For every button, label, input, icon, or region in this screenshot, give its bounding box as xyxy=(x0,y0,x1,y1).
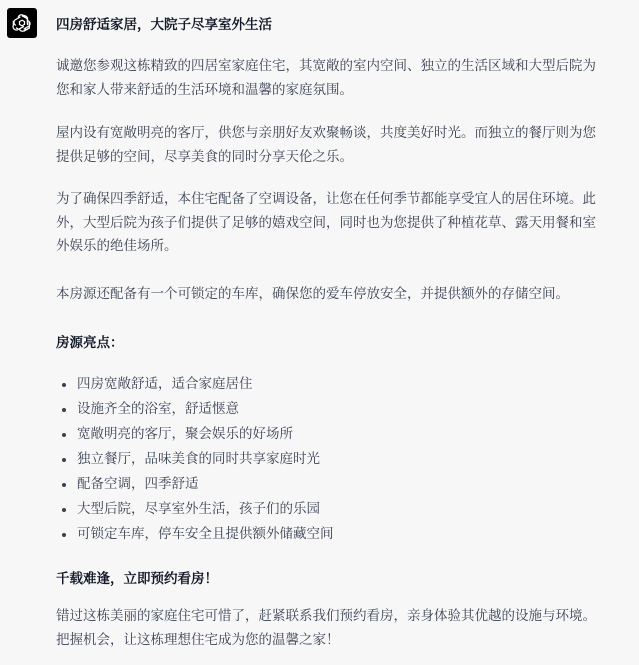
list-item: 四房宽敞舒适，适合家庭居住 xyxy=(56,372,334,397)
list-item: 配备空调，四季舒适 xyxy=(56,472,334,497)
list-item: 宽敞明亮的客厅，聚会娱乐的好场所 xyxy=(56,422,334,447)
bullet-dot-icon xyxy=(62,383,66,387)
message-closing: 错过这栋美丽的家庭住宅可惜了，赶紧联系我们预约看房，亲身体验其优越的设施与环境。 把握机会，让这栋理想住宅成为您的温馨之家！ xyxy=(56,608,596,648)
highlights-list xyxy=(56,372,334,547)
bullet-dot-icon xyxy=(62,533,66,537)
bullet-dot-icon xyxy=(62,433,66,437)
cta-heading: 千载难逢，立即预约看房！ xyxy=(56,571,218,587)
list-item: 设施齐全的浴室，舒适惬意 xyxy=(56,397,334,422)
highlights-heading: 房源亮点： xyxy=(56,335,124,351)
bullet-dot-icon xyxy=(62,408,66,412)
assistant-avatar xyxy=(7,8,37,38)
message-paragraph-1: 诚邀您参观这栋精致的四居室家庭住宅，其宽敞的室内空间、独立的生活区域和大型后院为 您和家人带来舒适的生活环境和温馨的家庭氛围。 xyxy=(56,58,596,98)
list-item: 大型后院，尽享室外生活，孩子们的乐园 xyxy=(56,497,334,522)
message-paragraph-3: 为了确保四季舒适，本住宅配备了空调设备，让您在任何季节都能享受宜人的居住环境。此 外，大型后院为孩子们提供了足够的嬉戏空间，同时也为您提供了种植花草、露天用餐和室 外娱乐的绝佳场所。 xyxy=(56,191,596,254)
openai-logo-icon xyxy=(12,13,32,33)
bullet-dot-icon xyxy=(62,483,66,487)
list-item: 独立餐厅，品味美食的同时共享家庭时光 xyxy=(56,447,334,472)
message-paragraph-2: 屋内设有宽敞明亮的客厅，供您与亲朋好友欢聚畅谈，共度美好时光。而独立的餐厅则为您 提供足够的空间，尽享美食的同时分享天伦之乐。 xyxy=(56,125,596,165)
bullet-dot-icon xyxy=(62,508,66,512)
bullet-dot-icon xyxy=(62,458,66,462)
message-title: 四房舒适家居，大院子尽享室外生活 xyxy=(56,17,272,33)
list-item: 可锁定车库，停车安全且提供额外储藏空间 xyxy=(56,522,334,547)
message-paragraph-4: 本房源还配备有一个可锁定的车库，确保您的爱车停放安全，并提供额外的存储空间。 xyxy=(56,286,569,302)
